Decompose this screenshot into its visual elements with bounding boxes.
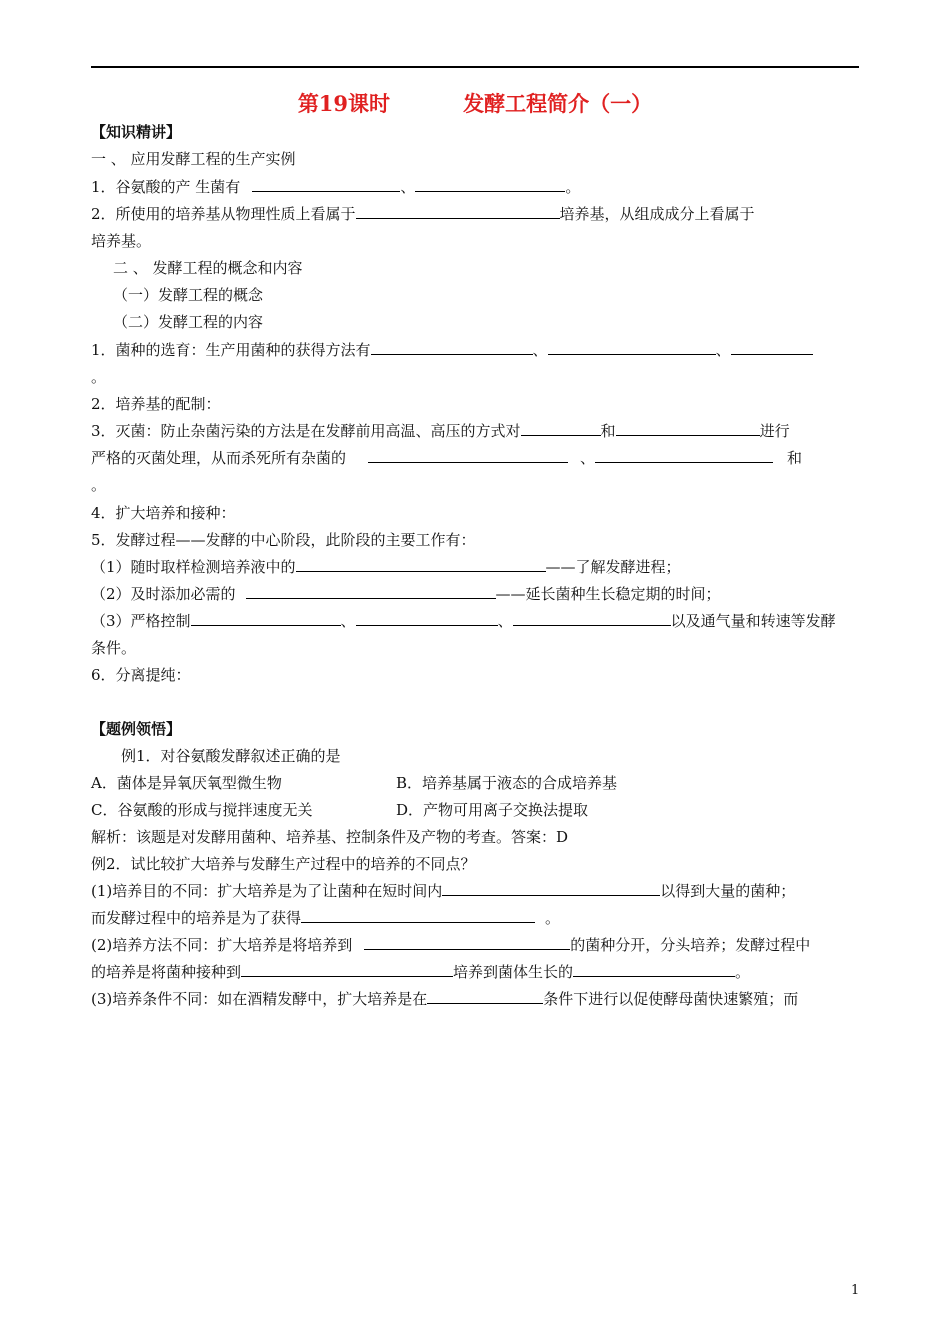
answer-blank[interactable]: [513, 611, 671, 626]
answer-blank[interactable]: [521, 421, 601, 436]
answer-blank[interactable]: [301, 908, 535, 923]
answer-blank[interactable]: [252, 177, 400, 192]
answer-blank[interactable]: [296, 557, 546, 572]
item-5-3-cont: 条件。: [91, 639, 137, 657]
part2-title: 二 、 发酵工程的概念和内容: [113, 259, 303, 277]
answer-blank[interactable]: [442, 881, 660, 896]
lesson-topic: 发酵工程简介（一）: [463, 91, 653, 116]
item-1-strain-selection: 1．菌种的选育：生产用菌种的获得方法有 、 、: [91, 340, 813, 360]
option-a: A．菌体是异氧厌氧型微生物: [91, 774, 282, 792]
answer-blank[interactable]: [356, 611, 498, 626]
page-title: [0, 88, 950, 118]
answer-blank[interactable]: [548, 340, 716, 355]
option-d: D．产物可用离子交换法提取: [396, 801, 589, 819]
example-1-analysis: 解析：该题是对发酵用菌种、培养基、控制条件及产物的考查。答案：D: [91, 828, 569, 846]
item-1-end: 。: [91, 368, 107, 386]
answer-blank[interactable]: [731, 340, 813, 355]
answer-blank[interactable]: [616, 421, 760, 436]
question-2: 2．所使用的培养基从物理性质上看属于 培养基，从组成成分上看属于: [91, 205, 755, 223]
answer-blank[interactable]: [191, 611, 341, 626]
answer-blank[interactable]: [427, 989, 543, 1004]
subsection-concept: （一）发酵工程的概念: [113, 286, 264, 304]
item-2-medium: 2．培养基的配制：: [91, 395, 221, 413]
item-4-scale-up: 4．扩大培养和接种：: [91, 504, 236, 522]
option-c: C．谷氨酸的形成与搅拌速度无关: [91, 801, 313, 819]
example-2-question: 例2．试比较扩大培养与发酵生产过程中的培养的不同点？: [91, 855, 476, 873]
example-2-point-2-cont: 的培养是将菌种接种到 培养到菌体生长的 。: [91, 963, 751, 981]
question-1: 1．谷氨酸的产 生菌有 、 。: [91, 178, 581, 196]
item-5-3: （3）严格控制 、 、 以及通气量和转速等发酵: [91, 612, 836, 630]
item-5-fermentation: 5．发酵过程——发酵的中心阶段，此阶段的主要工作有：: [91, 531, 476, 549]
example-2-point-1: (1)培养目的不同：扩大培养是为了让菌种在短时间内 以得到大量的菌种；: [91, 882, 796, 900]
example-2-point-1-cont: 而发酵过程中的培养是为了获得 。: [91, 909, 561, 927]
page-number: 1: [851, 1283, 860, 1298]
item-5-2: （2）及时添加必需的 ——延长菌种生长稳定期的时间；: [91, 585, 721, 603]
lesson-number: 第19课时: [297, 91, 391, 116]
part1-title: 一 、 应用发酵工程的生产实例: [91, 150, 296, 168]
answer-blank[interactable]: [368, 448, 568, 463]
option-b: B．培养基属于液态的合成培养基: [396, 774, 618, 792]
item-3-sterilization: 3．灭菌：防止杂菌污染的方法是在发酵前用高温、高压的方式对 和 进行: [91, 422, 790, 440]
answer-blank[interactable]: [573, 962, 735, 977]
item-5-1: （1）随时取样检测培养液中的 ——了解发酵进程；: [91, 558, 681, 576]
section-heading-examples: 【题例领悟】: [91, 720, 182, 738]
answer-blank[interactable]: [356, 204, 560, 219]
subsection-content: （二）发酵工程的内容: [113, 313, 264, 331]
answer-blank[interactable]: [595, 448, 773, 463]
answer-blank[interactable]: [415, 177, 565, 192]
answer-blank[interactable]: [364, 935, 570, 950]
item-6-separation: 6．分离提纯：: [91, 666, 191, 684]
item-3-end: 。: [91, 476, 107, 494]
item-3-cont: 严格的灭菌处理，从而杀死所有杂菌的 、 和: [91, 449, 803, 467]
question-2-cont: 培养基。: [91, 232, 152, 250]
example-2-point-2: (2)培养方法不同：扩大培养是将培养到 的菌种分开，分头培养；发酵过程中: [91, 936, 811, 954]
answer-blank[interactable]: [246, 584, 496, 599]
answer-blank[interactable]: [241, 962, 453, 977]
section-heading-knowledge: 【知识精讲】: [91, 123, 182, 141]
header-rule: [91, 66, 859, 68]
example-1-question: 例1．对谷氨酸发酵叙述正确的是: [121, 747, 341, 765]
example-2-point-3: (3)培养条件不同：如在酒精发酵中，扩大培养是在 条件下进行以促使酵母菌快速繁殖；而: [91, 990, 799, 1008]
answer-blank[interactable]: [371, 340, 533, 355]
